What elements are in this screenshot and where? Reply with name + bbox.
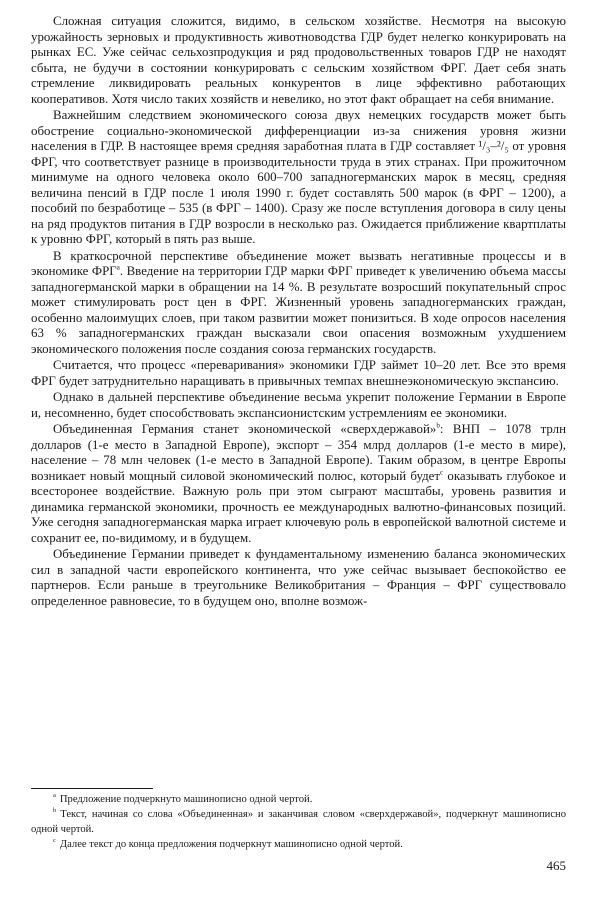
paragraph-superpower bbox=[31, 422, 566, 546]
paragraph-balance: Объединение Германии приведет к фундаментальному изменению баланса экономических сил в западной части европейского континента, что уже сейчас вызывает беспокойство ее партнеров. Если раньше в треугольнике Великобритания – Франция – ФРГ существовало определенное равновесие, то в будущем оно, вполне возмож- bbox=[31, 547, 566, 608]
footnote-item bbox=[31, 792, 566, 807]
footnote-ref: b bbox=[436, 421, 440, 430]
paragraph-agriculture: Сложная ситуация сложится, видимо, в сельском хозяйстве. Несмотря на высокую урожайность зерновых и продуктивность животноводства ГДР будет нелегко конкурировать на рынках ЕС. Уже сейчас сельхозпродукция и ряд продовольственных товаров ГДР не находят сбыта, не будучи в состоянии конкурировать с сельским хозяйством ФРГ. Дает себя знать стремление ликвидировать реальных конкурентов в лице эффективно работающих кооперативов. Хотя число таких хозяйств и невелико, но этот факт обращает на себя внимание. bbox=[31, 14, 566, 106]
paragraph-digestion: Считается, что процесс «переваривания» экономики ГДР займет 10–20 лет. Все это время ФРГ будет затруднительно наращивать в привычных темпах внешнеэкономическую экспансию. bbox=[31, 358, 566, 388]
paragraph-long-term: Однако в дальней перспективе объединение весьма укрепит положение Германии в Европе и, несомненно, будет способствовать экспансионистским устремлениям ее экономики. bbox=[31, 390, 566, 420]
page-body bbox=[31, 14, 566, 610]
footnote-text: Текст, начиная со слова «Объединенная» и заканчивая словом «сверхдержавой», подчеркнут машинописно одной чертой. bbox=[31, 809, 566, 835]
paragraph-text: . Введение на территории ГДР марки ФРГ приведет к увеличению объема массы западногерманской марки в обращении на 14 %. В результате возросший покупательный спрос может стимулировать рост цен в ФРГ. Жизненный уровень западногерманских граждан, особенно малоимущих слоев, при таком развитии может понизиться. В ходе опросов населения 63 % западногерманских граждан высказали свои опасения возможным ухудшением экономического положения после создания союза германских государств. bbox=[31, 264, 567, 356]
footnote-text: Далее текст до конца предложения подчеркнут машинописно одной чертой. bbox=[59, 839, 403, 850]
footnote-mark: a bbox=[53, 792, 56, 800]
paragraph-social-differentiation: Важнейшим следствием экономического союза двух немецких государств может быть обострение социально-экономической дифференциации из-за снижения уровня жизни населения в ГДР. В настоящее время средняя заработная плата в ГДР составляет ¹/₃–²/₅ от уровня ФРГ, что соответствует разнице в производительности труда в этих странах. При прожиточном минимуме на одного человека около 600–700 западногерманских марок в месяц, средняя величина пенсий в ГДР после 1 июля 1990 г. будет составлять 500 марок (в ФРГ – 1200), а пособий по безработице – 535 (в ФРГ – 1400). Сразу же после вступления договора в силу цены на ряд продуктов питания в ГДР возросли в несколько раз. Ожидается приближение квартплаты к уровню ФРГ, который в пять раз выше. bbox=[31, 108, 566, 246]
page-number: 465 bbox=[546, 858, 566, 873]
footnote-text: Предложение подчеркнуто машинописно одной чертой. bbox=[59, 794, 313, 805]
paragraph-text: В краткосрочной перспективе объединение может вызвать негативные процессы и в экономике ФРГ bbox=[31, 248, 566, 278]
footnote-mark: b bbox=[53, 807, 57, 815]
paragraph-text: оказывать глубокое и всесторонее воздействие. Важную роль при этом сыграют масштабы, уровень развития и динамика германской экономики, прочность ее международных валютно-финансовых позиций. Уже сегодня западногерманская марка играет ключевую роль в европейской валютной системе и сохранит ее, по-видимому, и в будущем. bbox=[31, 468, 566, 545]
footnote-ref: c bbox=[440, 468, 444, 477]
footnote-divider bbox=[31, 788, 153, 789]
paragraph-text: Объединенная Германия станет экономической «сверхдержавой» bbox=[53, 422, 437, 436]
footnote-item bbox=[31, 837, 566, 852]
footnote-ref: a bbox=[116, 263, 120, 272]
footnotes bbox=[31, 792, 566, 852]
footnote-item bbox=[31, 807, 566, 837]
footnote-mark: c bbox=[53, 837, 56, 845]
paragraph-short-term-frg bbox=[31, 249, 566, 358]
paragraph-text: : ВНП – 1078 трлн долларов (1-е место в Западной Европе), экспорт – 354 млрд долларов (1-е место в мире), население – 78 млн человек (1-е место в Западной Европе). Таким образом, в центре Европы возникает новый мощный силовой экономический полюс, который будет bbox=[31, 422, 566, 483]
